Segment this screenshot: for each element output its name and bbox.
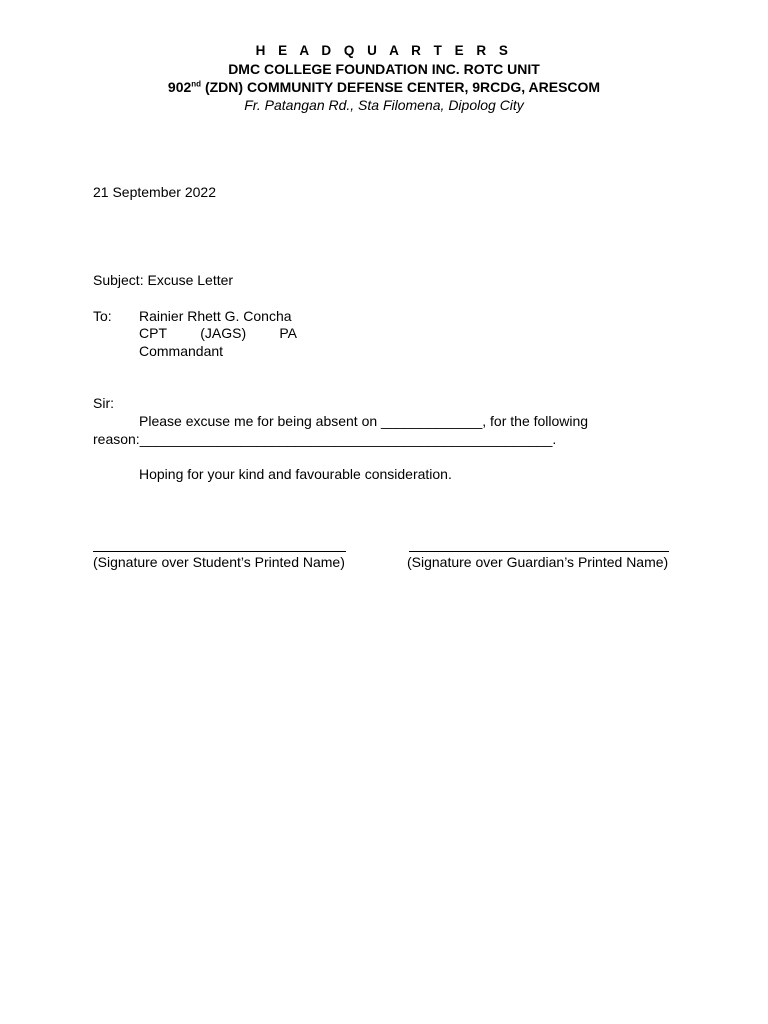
rank-part: CPT — [139, 325, 167, 341]
defense-center-line — [0, 78, 768, 96]
recipient-rank — [139, 324, 297, 342]
center-rest: (ZDN) COMMUNITY DEFENSE CENTER, 9RCDG, ARESCOM — [201, 79, 601, 95]
student-signature-line — [93, 551, 346, 552]
body-line-2: reason:_____________________________________________________. — [93, 431, 557, 447]
recipient-title: Commandant — [139, 343, 224, 359]
guardian-signature-caption: (Signature over Guardian’s Printed Name) — [407, 554, 669, 570]
guardian-signature-line — [409, 551, 669, 552]
to-label: To: — [93, 308, 112, 324]
letter-subject: Subject: Excuse Letter — [93, 272, 234, 288]
student-signature-caption: (Signature over Student’s Printed Name) — [93, 554, 345, 570]
rank-part: PA — [279, 325, 297, 341]
salutation: Sir: — [93, 395, 114, 411]
headquarters-heading: H E A D Q U A R T E R S — [255, 43, 513, 58]
center-number: 902 — [167, 79, 192, 95]
rank-part: (JAGS) — [200, 325, 247, 341]
unit-name: DMC COLLEGE FOUNDATION INC. ROTC UNIT — [228, 61, 540, 77]
body-line-1: Please excuse me for being absent on _____________, for the following — [139, 413, 589, 429]
address-line: Fr. Patangan Rd., Sta Filomena, Dipolog City — [244, 97, 524, 113]
center-superscript: nd — [191, 79, 202, 89]
letter-date: 21 September 2022 — [93, 184, 216, 200]
closing-line: Hoping for your kind and favourable consideration. — [139, 466, 452, 482]
letterhead — [0, 42, 768, 114]
recipient-name: Rainier Rhett G. Concha — [139, 308, 292, 324]
